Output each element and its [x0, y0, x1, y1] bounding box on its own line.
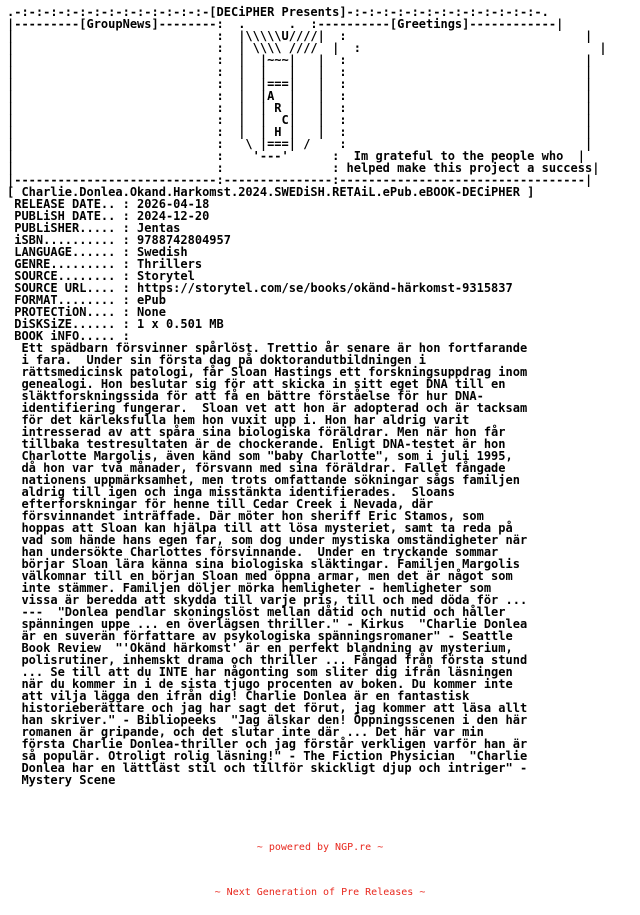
footer-tagline: ~ Next Generation of Pre Releases ~: [214, 887, 426, 898]
nfo-text: .-:-:-:-:-:-:-:-:-:-:-:-:-:-[DECiPHER Presents]-:-:-:-:-:-:-:-:-:-:-:-:-:-. |---------[GroupNews]--------: . . :----------[Greetings]------------| | : |\\\\\U////| : | | : | \\\\ //// | : | | : | |~~~| | : | | : | | | | : | | : | |===| | : | | : | |A | | : | | : | | R | | : | | : | | C| | : | | : | | H | | : | | : \ |===| / : | | : '---' : Im grateful to the people who | | : : helped make this project a success| |----------------------------:---------------:----------------------------------| [ Charlie.Donlea.Okand.Harkomst.2024.SWEDiSH.RETAiL.ePub.eBOOK-DECiPHER ] RELEASE DATE.. : 2026-04-18 PUBLiSH DATE.. : 2024-12-20 PUBLiSHER..... : Jentas iSBN.......... : 9788742804957 LANGUAGE...... : Swedish GENRE......... : Thrillers SOURCE........ : Storytel SOURCE URL.... : https://storytel.com/se/books/okänd-härkomst-9315837 FORMAT........ : ePub PROTECTiON.... : None DiSKSiZE...... : 1 x 0.501 MB BOOK iNFO..... : Ett spädbarn försvinner spårlöst. Trettio år senare är hon fortfarande i fara. Under sin första dag på doktorandutbildningen i rättsmedicinsk patologi, får Sloan Hastings ett forskningsuppdrag inom genealogi. Hon beslutar sig för att skicka in sitt eget DNA till en släktforskningssida för att få en bättre förståelse för hur DNA- identifiering fungerar. Sloan vet att hon är adopterad och är tacksam för det kärleksfulla hem hon vuxit upp i. Hon har aldrig varit intresserad av att spåra sina biologiska föräldrar. Men när hon får tillbaka testresultaten är de chockerande. Enligt DNA-testet är hon Charlotte Margolis, även känd som "baby Charlotte", som i juli 1995, då hon var två månader, försvann med sina föräldrar. Fallet fångade nationens uppmärksamhet, men trots omfattande sökningar sågs familjen aldrig till igen och inga misstänkta identifierades. Sloans efterforskningar för henne till Cedar Creek i Nevada, där försvinnandet inträffade. Där möter hon sheriff Eric Stamos, som hoppas att Sloan kan hjälpa till att lösa mysteriet, samt ta reda på vad som hände hans egen far, som dog under mystiska omständigheter när han undersökte Charlottes försvinnande. Under en tryckande sommar börjar Sloan lära känna sina biologiska släktingar. Familjen Margolis välkomnar till en början Sloan med öppna armar, men det är något som inte stämmer. Familjen döljer mörka hemligheter - hemligheter som vissa är beredda att skydda till varje pris, till och med döda för ... --- "Donlea pendlar skoningslöst mellan dåtid och nutid och håller spänningen uppe ... en överlägsen thriller." - Kirkus "Charlie Donlea är en suverän författare av psykologiska spänningsromaner" - Seattle Book Review "'Okänd härkomst' är en perfekt blandning av mysterium, polisrutiner, inhemskt drama och thriller ... Fångad från första stund ... Se till att du INTE har någonting som sliter dig ifrån läsningen när du kommer in i de sista tjugo procenten av boken. Du kommer inte att vilja lägga den ifrån dig! Charlie Donlea är en fantastisk historieberättare och jag har sagt det förut, jag kommer att läsa allt han skriver." - Bibliopeeks "Jag älskar den! Öppningsscenen i den här romanen är gripande, och det slutar inte där ... Det här var min första Charlie Donlea-thriller och jag förstår verkligen varför han är så populär. Otroligt rolig läsning!" - The Fiction Physician "Charlie Donlea har en lättläst stil och tillför skickligt djup och intriger" - Mystery Scene: [7, 5, 607, 787]
footer-powered-by: ~ powered by NGP.re ~: [256, 842, 384, 853]
footer: [0, 810, 640, 915]
